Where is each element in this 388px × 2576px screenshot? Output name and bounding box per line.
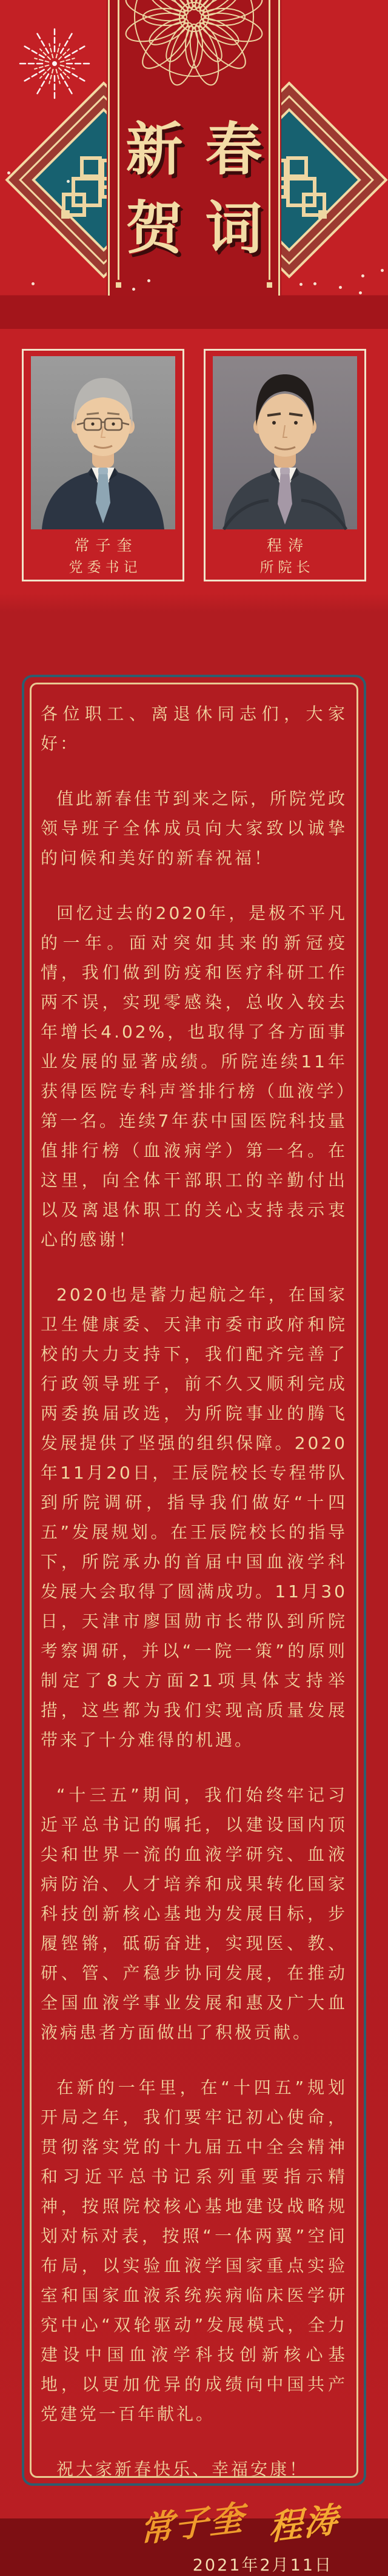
page-title xyxy=(118,119,270,260)
leader-title: 所院长 xyxy=(259,560,315,575)
title-char: 春 xyxy=(205,117,263,183)
greeting-letter-content xyxy=(30,683,358,2575)
title-char: 贺 xyxy=(125,196,183,262)
handwritten-signature: 常子奎 xyxy=(139,2498,245,2551)
banner-line-cap xyxy=(116,282,121,288)
letter-salutation: 各位职工、离退休同志们，大家好： xyxy=(41,704,347,753)
spark-dot xyxy=(67,180,70,183)
title-char: 词 xyxy=(205,196,263,262)
greeting-letter-box xyxy=(22,675,366,2575)
letter-paragraph: 2020也是蓄力起航之年，在国家卫生健康委、天津市委市政府和院校的大力支持下，我们配齐完善了行政领导班子，前不久又顺利完成两委换届改选，为所院事业的腾飞发展提供了坚强的组织保障。2020年11月20日，王辰院校长专程带队到所院调研，指导我们做好“十四五”发展规划。在王辰院校长的指导下，所院承办的首届中国血液学科发展大会取得了圆满成功。11月30日，天津市廖国勋市长带队到所院考察调研，并以“一院一策”的原则制定了8大方面21项具体支持举措，这些都为我们实现高质量发展带来了十分难得的机遇。 xyxy=(41,1285,347,1750)
leader-name: 程涛 xyxy=(266,537,309,554)
mandala-flower-icon xyxy=(121,0,267,84)
leader-portrait-photo xyxy=(213,356,357,529)
letter-closing-wish: 祝大家新春快乐、幸福安康！ xyxy=(56,2459,309,2479)
leader-card-director xyxy=(204,349,366,581)
spark-dot xyxy=(32,282,35,285)
letter-date: 2021年2月11日 xyxy=(192,2556,333,2575)
banner-edge-line xyxy=(108,0,110,296)
leader-portrait-photo xyxy=(31,356,175,529)
leader-card-party-secretary xyxy=(22,349,184,581)
letter-paragraph: “十三五”期间，我们始终牢记习近平总书记的嘱托，以建设国内顶尖和世界一流的血液学研究、血液病防治、人才培养和成果转化国家科技创新核心基地为发展目标，步履铿锵，砥砺奋进，实现医、教、研、管、产稳步协同发展，在推动全国血液学事业发展和惠及广大血液病患者方面做出了积极贡献。 xyxy=(41,1785,347,2042)
spark-dot xyxy=(339,286,342,289)
banner-edge-line xyxy=(278,0,280,296)
spark-dot xyxy=(361,274,364,277)
title-banner xyxy=(107,0,281,296)
letter-paragraph: 在新的一年里，在“十四五”规划开局之年，我们要牢记初心使命，贯彻落实党的十九届五中全会精神和习近平总书记系列重要指示精神，按照院校核心基地建设战略规划对标对表，按照“一体两翼”空间布局，以实验血液学国家重点实验室和国家血液系统疾病临床医学研究中心“双轮驱动”发展模式，全力建设中国血液学科技创新核心基地，以更加优异的成绩向中国共产党建党一百年献礼。 xyxy=(41,2078,347,2424)
title-char: 新 xyxy=(125,117,183,183)
spark-dot xyxy=(313,282,316,285)
spark-dot xyxy=(381,269,384,272)
spark-dot xyxy=(7,171,10,174)
spark-dot xyxy=(299,283,303,286)
signature-row xyxy=(41,2497,347,2551)
letter-paragraph: 回忆过去的2020年，是极不平凡的一年。面对突如其来的新冠疫情，我们做到防疫和医疗科研工作两不误，实现零感染，总收入较去年增长4.02%，也取得了各方面事业发展的显著成绩。所院连续11年获得医院专科声誉排行榜（血液学）第一名。连续7年获中国医院科技量值排行榜（血液病学）第一名。在这里，向全体干部职工的辛勤付出以及离退休职工的关心支持表示衷心的感谢！ xyxy=(41,903,347,1250)
handwritten-signature: 程涛 xyxy=(268,2500,340,2549)
banner-line-cap xyxy=(267,282,272,288)
firework-icon xyxy=(12,21,97,106)
letter-paragraph: 值此新春佳节到来之际，所院党政领导班子全体成员向大家致以诚挚的问候和美好的新春祝福！ xyxy=(41,789,348,868)
leader-name: 常子奎 xyxy=(74,537,138,554)
spark-dot xyxy=(359,291,362,294)
leader-title: 党委书记 xyxy=(69,560,142,575)
spark-dot xyxy=(147,279,150,282)
hero-banner-section xyxy=(0,0,388,339)
spark-dot xyxy=(132,288,135,291)
